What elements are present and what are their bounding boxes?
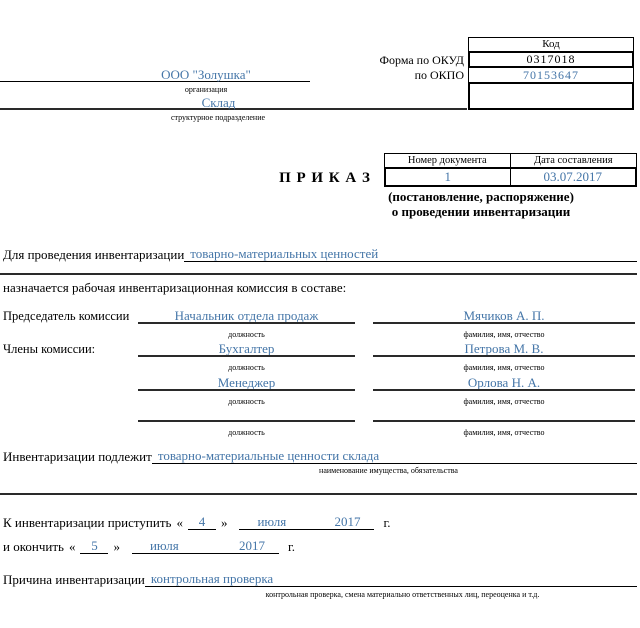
end-year-suffix: г. [287, 539, 296, 554]
member3-name-field[interactable] [373, 406, 635, 440]
chairman-position-value[interactable]: Начальник отдела продаж [138, 308, 355, 324]
subject-continuation-line[interactable] [0, 480, 637, 495]
okud-label: Форма по ОКУД [379, 53, 464, 67]
reason-row [3, 571, 637, 587]
subject-label: Инвентаризации подлежит [3, 449, 152, 464]
document-number-header: Номер документа [384, 153, 511, 168]
quote-open: « [68, 539, 76, 554]
purpose-label: Для проведения инвентаризации [3, 247, 185, 262]
end-year-value[interactable]: 2017 [238, 538, 265, 553]
start-date-row [3, 514, 391, 530]
okud-code-cell[interactable]: 0317018 [468, 51, 634, 68]
members-label: Члены комиссии: [3, 342, 96, 356]
reason-caption: контрольная проверка, смена материально ответственных лиц, переоценка и т.д. [265, 590, 540, 599]
order-title: П Р И К А З [279, 170, 371, 186]
member3-position-field[interactable] [138, 406, 355, 440]
okpo-label: по ОКПО [414, 68, 464, 82]
subject-caption: наименование имущества, обязательства [319, 466, 458, 475]
order-subtitle-type: (постановление, распоряжение) [388, 189, 574, 204]
document-number-field[interactable]: 1 [386, 169, 511, 185]
position-caption: должность [228, 428, 265, 437]
code-table [468, 37, 634, 110]
end-date-row [3, 538, 295, 554]
quote-close: » [113, 539, 120, 554]
start-month-year-field[interactable] [239, 514, 374, 530]
subject-field[interactable]: товарно-материальные ценности склада [152, 448, 637, 464]
member3-position-value[interactable] [138, 406, 355, 422]
start-year-value[interactable]: 2017 [334, 514, 361, 529]
member2-name-value[interactable]: Орлова Н. А. [373, 375, 635, 391]
quote-open: « [176, 515, 183, 530]
member1-position-field[interactable] [138, 341, 355, 375]
purpose-continuation-line[interactable] [0, 260, 637, 275]
order-subtitle-subject: о проведении инвентаризации [391, 204, 571, 219]
document-date-header: Дата составления [510, 153, 638, 168]
commission-intro: назначается рабочая инвентаризационная комиссия в составе: [3, 280, 347, 295]
end-label: и окончить [3, 539, 64, 554]
name-caption: фамилия, имя, отчество [463, 428, 545, 437]
member3-name-value[interactable] [373, 406, 635, 422]
end-day-field[interactable]: 5 [80, 538, 108, 554]
member1-name-value[interactable]: Петрова М. В. [373, 341, 635, 357]
member2-position-field[interactable] [138, 375, 355, 409]
member1-position-value[interactable]: Бухгалтер [138, 341, 355, 357]
chairman-name-field[interactable] [373, 308, 635, 342]
position-caption: должность [228, 397, 265, 406]
document-date-field[interactable]: 03.07.2017 [543, 169, 602, 184]
subject-row [3, 448, 637, 464]
empty-code-cell[interactable] [468, 82, 634, 110]
start-day-field[interactable]: 4 [188, 514, 216, 530]
name-caption: фамилия, имя, отчество [463, 330, 545, 339]
chairman-name-value[interactable]: Мячиков А. П. [373, 308, 635, 324]
member1-name-field[interactable] [373, 341, 635, 375]
member2-position-value[interactable]: Менеджер [138, 375, 355, 391]
division-caption: структурное подразделение [170, 113, 266, 122]
member2-name-field[interactable] [373, 375, 635, 409]
end-month-value[interactable]: июля [149, 538, 179, 553]
chairman-label: Председатель комиссии [3, 309, 130, 323]
position-caption: должность [228, 363, 265, 372]
okpo-code-cell[interactable]: 70153647 [468, 67, 634, 83]
organization-caption: организация [184, 85, 228, 94]
purpose-field[interactable]: товарно-материальных ценностей [184, 246, 637, 262]
start-year-suffix: г. [383, 515, 391, 530]
end-month-year-field[interactable] [132, 538, 279, 554]
code-table-header: Код [468, 37, 634, 52]
start-month-value[interactable]: июля [257, 514, 287, 529]
reason-label: Причина инвентаризации [3, 572, 145, 587]
name-caption: фамилия, имя, отчество [463, 397, 545, 406]
position-caption: должность [228, 330, 265, 339]
organization-name-field[interactable]: ООО "Золушка" [161, 67, 251, 82]
reason-field[interactable]: контрольная проверка [145, 571, 637, 587]
quote-close: » [220, 515, 228, 530]
name-caption: фамилия, имя, отчество [463, 363, 545, 372]
division-field[interactable]: Склад [201, 95, 236, 110]
document-number-table [384, 153, 637, 187]
start-label: К инвентаризации приступить [3, 515, 172, 530]
chairman-position-field[interactable] [138, 308, 355, 342]
